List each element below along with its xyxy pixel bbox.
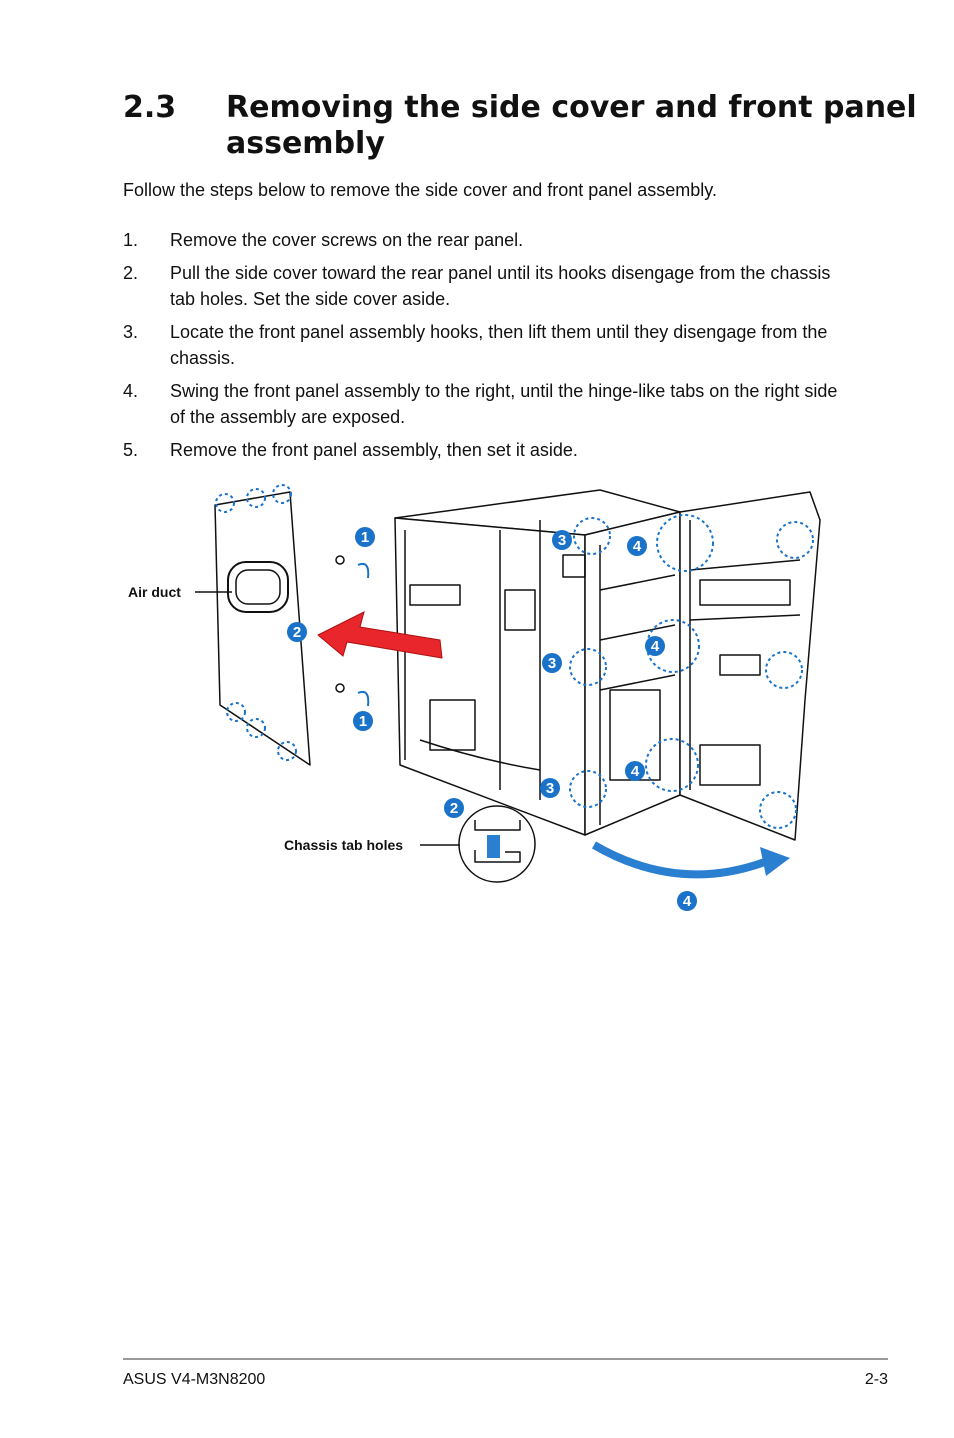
svg-text:4: 4 <box>682 893 692 910</box>
step-text: Remove the front panel assembly, then set it aside. <box>170 440 578 460</box>
callout-badge <box>645 636 665 656</box>
svg-text:4: 4 <box>630 763 640 780</box>
callout-badge <box>287 622 307 642</box>
intro-text: Follow the steps below to remove the side cover and front panel assembly. <box>123 180 717 200</box>
step-number: 4. <box>123 381 139 401</box>
step-number: 1. <box>123 230 139 250</box>
callout-badge <box>552 530 572 550</box>
callout-badge <box>353 711 373 731</box>
footer-product: ASUS V4-M3N8200 <box>123 1371 266 1388</box>
svg-text:2: 2 <box>292 624 302 641</box>
section-title: Removing the side cover and front panel assembly <box>226 90 917 161</box>
step-text: Swing the front panel assembly to the right, until the hinge-like tabs on the right side of the assembly are exposed. <box>170 381 838 427</box>
svg-text:3: 3 <box>545 780 555 797</box>
callout-badge <box>627 536 647 556</box>
callout-badge <box>677 891 697 911</box>
swing-arrow-icon <box>594 845 770 874</box>
section-number: 2.3 <box>123 90 177 125</box>
screw-icon <box>336 684 344 692</box>
svg-text:3: 3 <box>557 532 567 549</box>
step-text: Locate the front panel assembly hooks, then lift them until they disengage from the chassis. <box>170 322 828 368</box>
step-text: Remove the cover screws on the rear panel. <box>170 230 524 250</box>
up-arrow-icon <box>487 835 500 858</box>
callout-badge <box>625 761 645 781</box>
callout-badge <box>542 653 562 673</box>
rotate-arrow-icon <box>358 692 368 706</box>
step-number: 2. <box>123 263 139 283</box>
chassis-tab-holes-label: Chassis tab holes <box>284 837 404 853</box>
callout-badge <box>444 798 464 818</box>
svg-text:2: 2 <box>449 800 459 817</box>
svg-text:4: 4 <box>632 538 642 555</box>
air-duct-label: Air duct <box>128 584 181 600</box>
svg-text:4: 4 <box>650 638 660 655</box>
screw-icon <box>336 556 344 564</box>
step-number: 5. <box>123 440 139 460</box>
svg-text:1: 1 <box>358 713 368 730</box>
footer-rule <box>123 1358 888 1360</box>
step-text: Pull the side cover toward the rear panel until its hooks disengage from the chassis tab holes. Set the side cover aside. <box>170 263 831 309</box>
front-panel-assembly <box>680 492 820 840</box>
footer-page-number: 2-3 <box>864 1371 888 1388</box>
step-number: 3. <box>123 322 139 342</box>
callout-badge <box>540 778 560 798</box>
rotate-arrow-icon <box>358 564 368 578</box>
svg-text:3: 3 <box>547 655 557 672</box>
callout-badge <box>355 527 375 547</box>
svg-text:1: 1 <box>360 529 370 546</box>
